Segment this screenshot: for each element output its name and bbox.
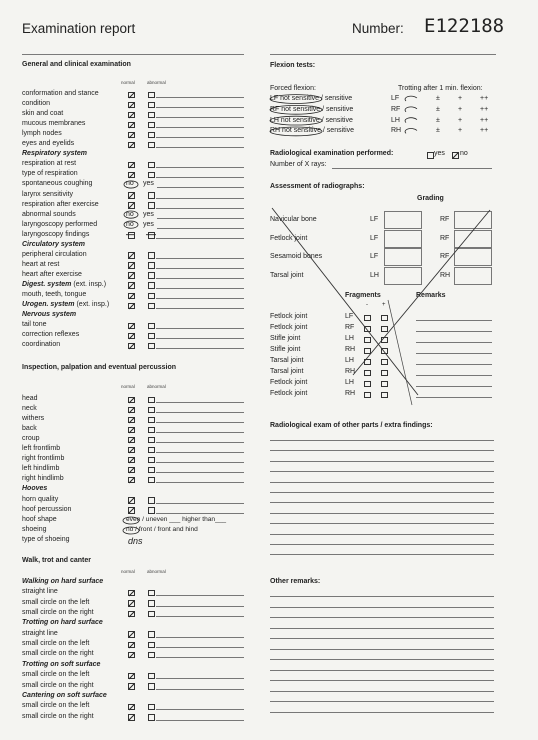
yes-option[interactable]: yes (143, 180, 154, 188)
pen-mark-zero (405, 129, 417, 134)
normal-column-header: normal (121, 80, 135, 85)
joint-label: Fetlock joint (270, 390, 308, 397)
joint-leg: LH (345, 335, 354, 342)
subsection-heading: Walking on hard surface (22, 578, 104, 585)
item-label: lymph nodes (22, 130, 62, 138)
leg-left: LH (370, 271, 379, 279)
item-label: right frontlimb (22, 455, 65, 463)
item-label: small circle on the left (22, 598, 90, 606)
flexion-scale-option[interactable]: + (458, 95, 463, 102)
radiological-title: Radiological examination performed: (270, 150, 394, 157)
joint-leg: RH (345, 390, 356, 397)
item-label: small circle on the left (22, 671, 90, 679)
flexion-row-label: LH not sensitive / sensitive (270, 116, 353, 124)
flexion-row-label: RH not sensitive / sensitive (270, 127, 355, 135)
leg-left: LF (370, 234, 379, 242)
pen-circle-even (123, 517, 139, 524)
item-label: peripheral circulation (22, 250, 87, 258)
no-option[interactable]: no (126, 210, 134, 218)
pen-mark-zero (405, 107, 417, 112)
leg-right: RF (440, 253, 450, 260)
joint-label: Fetlock joint (270, 379, 308, 386)
item-label: abnormal sounds (22, 210, 76, 218)
flexion-leg: RF (391, 105, 401, 113)
flexion-scale-option[interactable]: + (458, 127, 463, 135)
leg-left: LF (370, 253, 379, 260)
flexion-scale-option[interactable]: + (458, 116, 463, 124)
option-text: no / front / front and hind (126, 525, 198, 533)
item-label: shoeing (22, 525, 47, 533)
leg-right: RH (440, 271, 451, 279)
pen-circle-not-sensitive (270, 95, 322, 104)
joint-label: Stifle joint (270, 335, 301, 342)
no-option[interactable]: no (126, 220, 134, 228)
joint-leg: LH (345, 379, 354, 386)
xrays-label: Number of X rays: (270, 161, 327, 168)
item-label: laryngoscopy performed (22, 220, 98, 228)
trotting-label: Trotting after 1 min. flexion: (398, 85, 483, 92)
radio-yes-label: yes (434, 150, 445, 157)
flexion-scale-option[interactable]: + (458, 105, 463, 113)
flexion-row-label: RF not sensitive / sensitive (270, 105, 354, 113)
leg-right: RF (440, 234, 450, 242)
item-label: straight line (22, 629, 58, 637)
subsection-note: (ext. insp.) (74, 301, 110, 309)
other-remarks-title: Other remarks: (270, 578, 321, 585)
bone-label: Fetlock joint (270, 234, 308, 242)
subsection-heading: Respiratory system (22, 150, 87, 158)
subsection-heading: Nervous system (22, 311, 77, 319)
subsection-note: (ext. insp.) (71, 280, 107, 288)
joint-label: Fetlock joint (270, 313, 308, 320)
subsection-heading: Circulatory system (22, 240, 86, 248)
item-label: small circle on the right (22, 712, 94, 720)
pen-circle-not-sensitive (270, 127, 322, 136)
normal-column-header: normal (121, 569, 135, 574)
plus-header: + (382, 302, 386, 308)
item-label: small circle on the left (22, 702, 90, 710)
flexion-scale-option[interactable]: ++ (480, 116, 489, 124)
item-label: neck (22, 405, 37, 413)
flexion-scale-option[interactable]: ± (436, 127, 440, 135)
report-title: Examination report (22, 21, 136, 36)
pen-mark-zero (405, 118, 417, 123)
item-label: back (22, 425, 37, 433)
flexion-scale-option[interactable]: ± (436, 116, 440, 124)
subsection-heading: Urogen. system (22, 301, 75, 309)
joint-leg: LH (345, 357, 354, 364)
item-label: spontaneous coughing (22, 180, 93, 188)
flexion-leg: LF (391, 95, 400, 102)
item-label: horn quality (22, 495, 59, 503)
number-label: Number: (352, 21, 404, 36)
joint-label: Stifle joint (270, 346, 301, 353)
item-label: tail tone (22, 321, 47, 329)
item-label: correction reflexes (22, 331, 80, 339)
pen-circle-no (123, 527, 139, 534)
flexion-leg: RH (391, 127, 402, 135)
bone-label: Navicular bone (270, 216, 317, 223)
joint-leg: RF (345, 324, 355, 331)
flexion-scale-option[interactable]: ++ (480, 95, 489, 102)
subsection-heading: Trotting on soft surface (22, 660, 101, 668)
item-label: left hindlimb (22, 465, 60, 473)
number-value: E122188 (424, 15, 505, 37)
flexion-scale-option[interactable]: ++ (480, 105, 489, 113)
item-label: heart after exercise (22, 270, 82, 278)
subsection-heading: Cantering on soft surface (22, 691, 107, 699)
fragments-title: Fragments (345, 292, 381, 299)
leg-left: LF (370, 216, 379, 223)
subsection-heading: Trotting on hard surface (22, 619, 103, 627)
walk-section-title: Walk, trot and canter (22, 557, 91, 564)
yes-option[interactable]: yes (143, 220, 154, 228)
no-option[interactable]: no (126, 180, 134, 188)
item-label: hoof shape (22, 515, 57, 523)
flexion-scale-option[interactable]: ± (436, 105, 440, 113)
bone-label: Sesamoid bones (270, 253, 323, 260)
item-label: eyes and eyelids (22, 140, 75, 148)
forced-flexion-label: Forced flexion: (270, 85, 316, 92)
normal-column-header: normal (121, 384, 135, 389)
item-label: small circle on the right (22, 650, 94, 658)
pen-circle-not-sensitive (270, 116, 322, 125)
item-label: straight line (22, 588, 58, 596)
joint-label: Tarsal joint (270, 357, 304, 364)
item-label: type of respiration (22, 170, 78, 178)
other-parts-title: Radiological exam of other parts / extra findings: (270, 422, 433, 429)
item-label: respiration after exercise (22, 200, 99, 208)
yes-option[interactable]: yes (143, 210, 154, 218)
item-label: mouth, teeth, tongue (22, 291, 87, 298)
pen-circle-not-sensitive (270, 105, 322, 114)
flexion-scale-option[interactable]: ± (436, 95, 440, 102)
joint-label: Fetlock joint (270, 324, 308, 331)
joint-leg: RH (345, 346, 356, 353)
item-label: small circle on the right (22, 681, 94, 689)
option-text: even / uneven ___ higher than___ (126, 515, 227, 523)
item-label: larynx sensitivity (22, 190, 73, 198)
flexion-title: Flexion tests: (270, 62, 316, 69)
general-section-title: General and clinical examination (22, 61, 131, 68)
flexion-scale-option[interactable]: ++ (480, 127, 489, 135)
item-label: respiration at rest (22, 160, 77, 168)
item-label: left frontlimb (22, 445, 61, 453)
remarks-title: Remarks (416, 292, 446, 299)
abnormal-column-header: abnormal (147, 569, 166, 574)
item-label: coordination (22, 341, 61, 349)
item-label: hoof percussion (22, 505, 72, 513)
assessment-title: Assessment of radiographs: (270, 183, 365, 190)
item-label: croup (22, 435, 40, 443)
leg-right: RF (440, 216, 450, 223)
item-label: right hindlimb (22, 475, 64, 483)
pen-mark-zero (405, 96, 417, 101)
abnormal-column-header: abnormal (147, 80, 166, 85)
flexion-row-label: LF not sensitive / sensitive (270, 95, 353, 102)
joint-leg: RH (345, 368, 356, 375)
item-label: heart at rest (22, 260, 60, 268)
radio-no-label: no (460, 150, 468, 157)
item-label: small circle on the left (22, 640, 90, 648)
item-label: type of shoeing (22, 535, 70, 543)
item-label: laryngoscopy findings (22, 230, 90, 238)
item-label: head (22, 395, 38, 402)
pen-circle-no (124, 211, 138, 218)
joint-leg: LF (345, 313, 354, 320)
subsection-heading: Digest. system (22, 280, 72, 288)
pen-circle-no (124, 221, 138, 228)
item-label: small circle on the right (22, 609, 94, 617)
abnormal-column-header: abnormal (147, 384, 166, 389)
item-label: mucous membranes (22, 120, 86, 128)
pen-strike-line (272, 208, 418, 395)
inspection-section-title: Inspection, palpation and eventual percussion (22, 364, 177, 371)
flexion-leg: LH (391, 116, 400, 124)
pen-circle-no (124, 181, 138, 188)
item-label: conformation and stance (22, 90, 99, 97)
subsection-heading: Hooves (22, 485, 48, 493)
item-label: withers (22, 415, 45, 423)
pen-strike-line (388, 300, 412, 405)
handwritten-shoeing-type: dns (128, 536, 143, 546)
joint-label: Tarsal joint (270, 368, 304, 375)
minus-header: - (366, 302, 368, 308)
item-label: condition (22, 100, 51, 108)
pen-strike-line (353, 210, 490, 375)
bone-label: Tarsal joint (270, 271, 304, 279)
item-label: skin and coat (22, 110, 64, 118)
grading-label: Grading (417, 195, 444, 202)
